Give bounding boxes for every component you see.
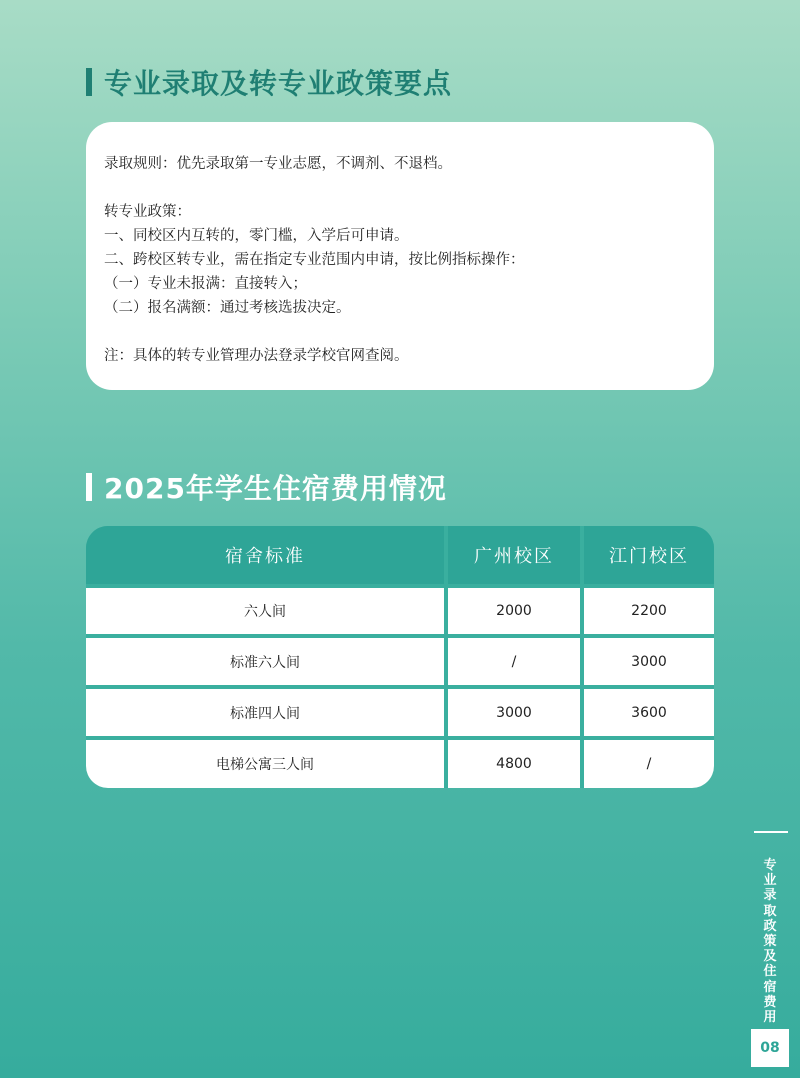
section-title-text: 专业录取及转专业政策要点: [104, 67, 453, 100]
section-title-dorm-fees: [86, 467, 447, 507]
table-header-dorm-standard: 宿舍标准: [86, 526, 444, 584]
policy-note: 注：具体的转专业管理办法登录学校官网查阅。: [104, 348, 409, 364]
table-cell-room-type: 电梯公寓三人间: [86, 740, 444, 788]
section-title-text: 2025年学生住宿费用情况: [104, 472, 447, 505]
table-cell-guangzhou-fee: /: [448, 638, 580, 685]
table-cell-jiangmen-fee: 3600: [584, 689, 714, 736]
section-title-admission-policy: [86, 62, 452, 102]
transfer-policy-subitem-1: （一）专业未报满：直接转入；: [104, 276, 307, 292]
dorm-fee-table: [86, 526, 714, 788]
title-accent-bar: [86, 473, 92, 501]
table-cell-jiangmen-fee: /: [584, 740, 714, 788]
table-cell-guangzhou-fee: 4800: [448, 740, 580, 788]
table-cell-guangzhou-fee: 3000: [448, 689, 580, 736]
side-divider: [754, 831, 788, 833]
transfer-policy-heading: 转专业政策：: [104, 204, 191, 220]
table-header-guangzhou-campus: 广州校区: [448, 526, 580, 584]
transfer-policy-subitem-2: （二）报名满额：通过考核选拔决定。: [104, 300, 351, 316]
page-number: 08: [751, 1029, 789, 1067]
table-cell-room-type: 标准四人间: [86, 689, 444, 736]
title-accent-bar: [86, 68, 92, 96]
table-cell-jiangmen-fee: 2200: [584, 588, 714, 634]
transfer-policy-item-2: 二、跨校区转专业，需在指定专业范围内申请，按比例指标操作：: [104, 252, 525, 268]
side-section-label: 专业录取政策及住宿费用: [763, 858, 777, 1026]
policy-card: [86, 122, 714, 390]
admission-rule-text: 录取规则：优先录取第一专业志愿，不调剂、不退档。: [104, 156, 452, 172]
table-cell-room-type: 六人间: [86, 588, 444, 634]
table-cell-jiangmen-fee: 3000: [584, 638, 714, 685]
transfer-policy-item-1: 一、同校区内互转的，零门槛，入学后可申请。: [104, 228, 409, 244]
table-cell-guangzhou-fee: 2000: [448, 588, 580, 634]
table-header-jiangmen-campus: 江门校区: [584, 526, 714, 584]
table-cell-room-type: 标准六人间: [86, 638, 444, 685]
